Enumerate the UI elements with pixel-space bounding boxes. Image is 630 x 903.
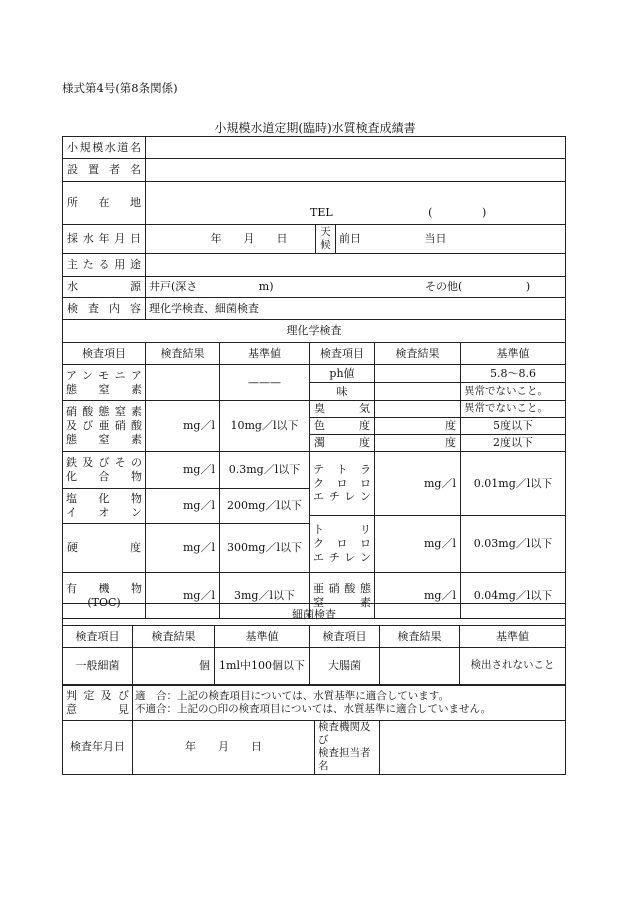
agency-label xyxy=(315,721,380,775)
tri-result[interactable]: mg／l xyxy=(375,516,461,573)
chloride-line-2: イオン xyxy=(66,506,142,519)
waterworks-name-field[interactable] xyxy=(146,137,566,159)
nitrate-standard: 10mg／l以下 xyxy=(220,401,310,452)
inspection-date-field[interactable]: 年 月 日 xyxy=(133,721,315,775)
location-label: 所在地 xyxy=(63,182,146,225)
toc-line-2: (TOC) xyxy=(87,595,121,609)
judgment-table xyxy=(62,685,566,775)
chem-header-item: 検査項目 xyxy=(63,343,146,365)
color-label: 色度 xyxy=(310,418,375,435)
judgment-pass-option[interactable]: 適 合：上記の検査項目については、水質基準に適合しています。 xyxy=(135,689,449,702)
nitrite-line-2: 窒素 xyxy=(313,595,371,609)
turbidity-label: 濁度 xyxy=(310,435,375,452)
tel-paren-close: ) xyxy=(481,206,487,220)
judgment-label-line-2: 意見 xyxy=(66,703,129,716)
general-bacteria-label: 一般細菌 xyxy=(63,648,133,685)
toc-result[interactable]: mg／l xyxy=(146,573,220,619)
ph-standard: 5.8～8.6 xyxy=(461,365,566,383)
taste-result[interactable] xyxy=(375,383,461,401)
iron-line-1: 鉄及びその xyxy=(66,456,142,470)
source-other-label: その他( xyxy=(425,280,463,294)
toc-standard: 3mg／l以下 xyxy=(220,573,310,619)
source-well-unit: m) xyxy=(258,280,274,294)
waterworks-name-label: 小規模水道名 xyxy=(63,137,146,159)
chem-header-result: 検査結果 xyxy=(146,343,220,365)
turbidity-standard: 2度以下 xyxy=(461,435,566,452)
bact-header-standard-2: 基準値 xyxy=(460,626,566,648)
ecoli-label: 大腸菌 xyxy=(310,648,380,685)
tetra-label xyxy=(310,452,375,516)
document-title: 小規模水道定期(臨時)水質検査成績書 xyxy=(214,121,416,135)
general-bacteria-result[interactable]: 個 xyxy=(133,648,215,685)
location-field[interactable] xyxy=(146,182,566,225)
bact-header-result-2: 検査結果 xyxy=(380,626,460,648)
agency-label-line-1: 検査機関及び xyxy=(318,721,371,747)
nitrate-line-3: 態窒素 xyxy=(66,432,142,446)
nitrate-line-2: 及び亜硝酸 xyxy=(66,419,142,433)
form-number: 様式第4号(第8条関係) xyxy=(62,81,178,95)
odor-result[interactable] xyxy=(375,401,461,418)
iron-line-2: 化合物 xyxy=(66,470,142,483)
turbidity-result[interactable]: 度 xyxy=(375,435,461,452)
chloride-line-1: 塩化物 xyxy=(66,492,142,506)
source-label: 水源 xyxy=(63,277,146,298)
sampling-date-label: 採水年月日 xyxy=(63,225,146,254)
content-value: 理化学検査、細菌検査 xyxy=(146,298,566,320)
color-standard: 5度以下 xyxy=(461,418,566,435)
nitrite-result[interactable]: mg／l xyxy=(375,573,461,619)
bact-header-item: 検査項目 xyxy=(63,626,133,648)
chloride-standard: 200mg／l以下 xyxy=(220,489,310,524)
judgment-options xyxy=(133,686,566,721)
agency-label-line-2: 検査担当者名 xyxy=(318,747,371,773)
source-field[interactable] xyxy=(146,277,566,298)
tri-line-3: エチレン xyxy=(313,550,371,564)
ammonia-standard: ——— xyxy=(220,365,310,401)
bact-header-item-2: 検査項目 xyxy=(310,626,380,648)
sampling-date-field[interactable]: 年 月 日 xyxy=(146,225,316,254)
ph-result[interactable] xyxy=(375,365,461,383)
hardness-standard: 300mg／l以下 xyxy=(220,524,310,573)
ammonia-label xyxy=(63,365,146,401)
taste-standard: 異常でないこと。 xyxy=(461,383,566,401)
judgment-label-line-1: 判定及び xyxy=(66,689,129,703)
weather-label: 天 候 xyxy=(316,225,336,254)
weather-prev-label: 前日 xyxy=(339,232,361,246)
weather-today-label: 当日 xyxy=(424,232,447,246)
tetra-line-1: テトラ xyxy=(313,462,371,476)
inspection-date-label: 検査年月日 xyxy=(63,721,133,775)
judgment-fail-option[interactable]: 不適合：上記の○印の検査項目については、水質基準に適合していません。 xyxy=(135,703,492,715)
source-well-label: 井戸(深さ xyxy=(149,280,198,294)
tri-line-1: トリ xyxy=(313,523,371,537)
tel-paren-open: ( xyxy=(428,206,433,220)
tel-label: TEL xyxy=(310,206,333,220)
source-other-close: ) xyxy=(525,280,531,294)
tetra-line-3: エチレン xyxy=(313,490,371,504)
odor-label: 臭気 xyxy=(310,401,375,418)
color-result[interactable]: 度 xyxy=(375,418,461,435)
chem-header-result-2: 検査結果 xyxy=(375,343,461,365)
chem-header-standard-2: 基準値 xyxy=(461,343,566,365)
tetra-line-2: クロロ xyxy=(313,476,371,490)
ammonia-line-1: アンモニア xyxy=(66,368,142,382)
content-label: 検査内容 xyxy=(63,298,146,320)
bact-header-result: 検査結果 xyxy=(133,626,215,648)
ammonia-line-2: 態窒素 xyxy=(66,382,142,396)
hardness-label: 硬度 xyxy=(63,524,146,573)
chloride-result[interactable]: mg／l xyxy=(146,489,220,524)
iron-label xyxy=(63,452,146,489)
chem-table xyxy=(62,319,566,619)
nitrite-standard: 0.04mg／l以下 xyxy=(461,573,566,619)
general-bacteria-standard: 1ml中100個以下 xyxy=(215,648,310,685)
tetra-standard: 0.01mg／l以下 xyxy=(461,452,566,516)
iron-standard: 0.3mg／l以下 xyxy=(220,452,310,489)
taste-label: 味 xyxy=(310,383,375,401)
ammonia-result[interactable] xyxy=(146,365,220,401)
chem-header-item-2: 検査項目 xyxy=(310,343,375,365)
main-use-field[interactable] xyxy=(146,254,566,277)
nitrate-label xyxy=(63,401,146,452)
tri-label xyxy=(310,516,375,573)
ecoli-result[interactable] xyxy=(380,648,460,685)
iron-result[interactable]: mg／l xyxy=(146,452,220,489)
agency-field[interactable] xyxy=(380,721,566,775)
installer-field[interactable] xyxy=(146,159,566,182)
bact-section-title: 細菌検査 xyxy=(63,604,566,626)
odor-standard: 異常でないこと。 xyxy=(461,401,566,418)
bact-header-standard: 基準値 xyxy=(215,626,310,648)
info-table xyxy=(62,136,566,320)
bact-table xyxy=(62,603,566,685)
ph-label: ph値 xyxy=(310,365,375,383)
chloride-label xyxy=(63,489,146,524)
chem-section-title: 理化学検査 xyxy=(63,320,566,343)
ecoli-standard: 検出されないこと xyxy=(460,648,566,685)
nitrate-line-1: 硝酸態窒素 xyxy=(66,405,142,419)
nitrate-result[interactable]: mg／l xyxy=(146,401,220,452)
tri-line-2: クロロ xyxy=(313,537,371,551)
weather-field[interactable] xyxy=(336,225,566,254)
installer-label: 設置者名 xyxy=(63,159,146,182)
chem-header-standard: 基準値 xyxy=(220,343,310,365)
hardness-result[interactable]: mg／l xyxy=(146,524,220,573)
judgment-label xyxy=(63,686,133,721)
tri-standard: 0.03mg／l以下 xyxy=(461,516,566,573)
toc-line-1: 有機物 xyxy=(66,581,142,595)
main-use-label: 主たる用途 xyxy=(63,254,146,277)
tetra-result[interactable]: mg／l xyxy=(375,452,461,516)
nitrite-line-1: 亜硝酸態 xyxy=(313,581,371,595)
